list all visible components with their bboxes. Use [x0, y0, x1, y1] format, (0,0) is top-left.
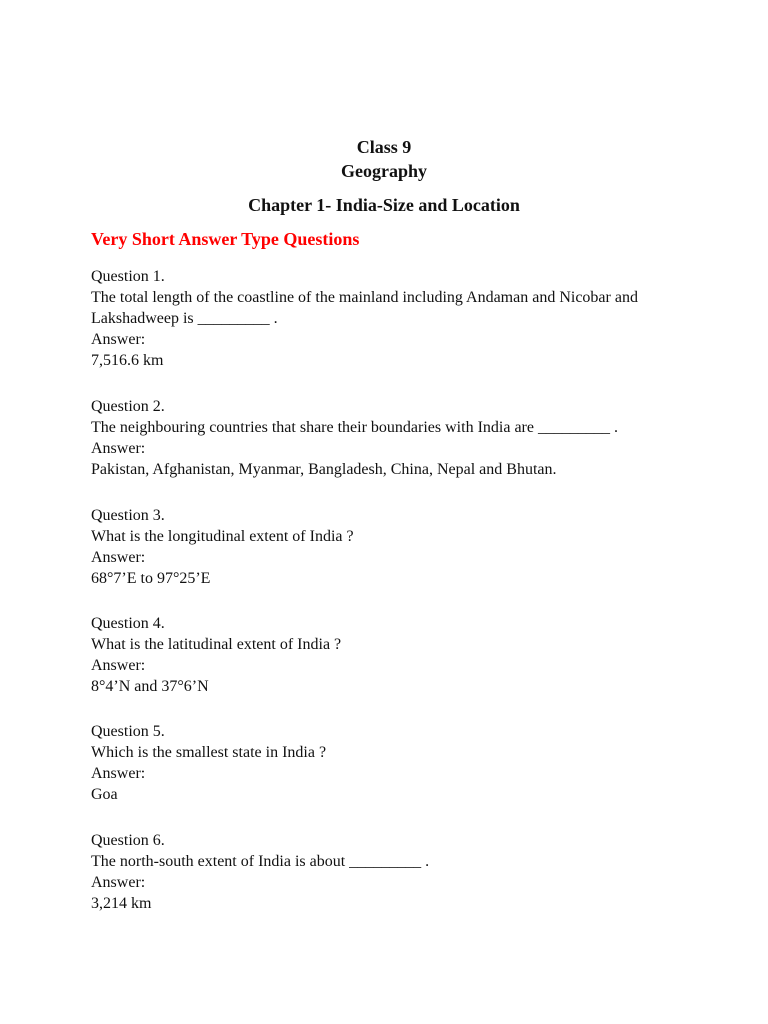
answer-label: Answer: [91, 440, 146, 457]
section-title: Very Short Answer Type Questions [91, 229, 360, 249]
document-header [0, 135, 768, 183]
chapter-title: Chapter 1- India-Size and Location [248, 195, 520, 215]
question-text: The north-south extent of India is about _________ . [91, 853, 430, 870]
question-label: Question 6. [91, 832, 165, 849]
question-block-4 [91, 613, 691, 697]
question-text: Which is the smallest state in India ? [91, 744, 327, 761]
answer-label: Answer: [91, 874, 146, 891]
answer-text: Goa [91, 786, 118, 803]
question-label: Question 2. [91, 398, 165, 415]
question-block-6 [91, 830, 691, 914]
answer-label: Answer: [91, 657, 146, 674]
subject-title: Geography [340, 161, 427, 181]
question-block-5 [91, 721, 691, 805]
question-block-2 [91, 396, 691, 480]
answer-text: 68°7’E to 97°25’E [91, 570, 211, 587]
answer-label: Answer: [91, 549, 146, 566]
answer-label: Answer: [91, 765, 146, 782]
question-text: The neighbouring countries that share their boundaries with India are _________ . [91, 419, 618, 436]
question-label: Question 3. [91, 507, 165, 524]
answer-label: Answer: [91, 331, 146, 348]
question-label: Question 4. [91, 615, 165, 632]
question-text: The total length of the coastline of the mainland including Andaman and Nicobar and Lakshadweep is _________ . [91, 289, 642, 327]
question-block-1 [91, 266, 691, 371]
answer-text: 8°4’N and 37°6’N [91, 678, 209, 695]
question-text: What is the latitudinal extent of India ? [91, 636, 342, 653]
question-block-3 [91, 505, 691, 589]
question-label: Question 5. [91, 723, 165, 740]
question-text: What is the longitudinal extent of India ? [91, 528, 354, 545]
answer-text: Pakistan, Afghanistan, Myanmar, Bangladesh, China, Nepal and Bhutan. [91, 461, 557, 478]
answer-text: 3,214 km [91, 895, 152, 912]
answer-text: 7,516.6 km [91, 352, 164, 369]
question-label: Question 1. [91, 268, 165, 285]
class-label: Class 9 [356, 137, 412, 157]
